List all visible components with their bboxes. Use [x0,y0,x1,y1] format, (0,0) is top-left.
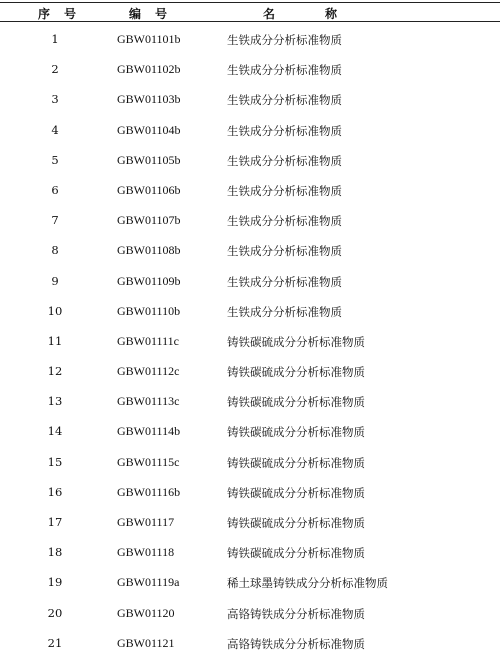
row-code: GBW01116b [117,484,181,499]
table-row [0,24,500,54]
table-row [0,386,500,416]
row-code: GBW01102b [117,62,181,77]
row-serial-number: 14 [47,424,63,439]
table-row [0,326,500,356]
row-serial-number: 18 [47,545,63,560]
row-name: 高铬铸铁成分分析标准物质 [227,636,365,651]
row-serial-number: 4 [51,122,59,137]
row-serial-number: 12 [47,364,63,379]
row-name: 生铁成分分析标准物质 [227,123,342,138]
row-name: 铸铁碳硫成分分析标准物质 [227,485,365,500]
row-code: GBW01108b [117,243,181,258]
row-serial-number: 7 [51,213,59,228]
row-serial-number: 17 [47,515,63,529]
table-row [0,145,500,175]
table-row [0,84,500,114]
row-name: 铸铁碳硫成分分析标准物质 [227,395,365,410]
row-name: 生铁成分分析标准物质 [227,183,342,198]
row-name: 生铁成分分析标准物质 [227,214,342,229]
row-name: 生铁成分分析标准物质 [227,274,342,289]
row-code: GBW01120 [117,605,175,620]
table-row [0,296,500,326]
table-row [0,235,500,265]
row-serial-number: 2 [51,62,59,77]
row-code: GBW01121 [117,635,175,650]
row-name: 生铁成分分析标准物质 [227,33,342,47]
row-serial-number: 5 [51,152,59,167]
row-name: 铸铁碳硫成分分析标准物质 [227,455,365,470]
row-code: GBW01113c [117,394,180,409]
header-code: 编号 [129,7,182,21]
row-code: GBW01107b [117,213,181,228]
row-code: GBW01118 [117,545,175,560]
row-name: 铸铁碳硫成分分析标准物质 [227,516,365,530]
row-name: 稀土球墨铸铁成分分析标准物质 [227,576,388,591]
row-code: GBW01103b [117,92,181,107]
row-serial-number: 15 [47,454,63,469]
row-serial-number: 20 [47,605,63,620]
row-serial-number: 9 [51,273,59,288]
table-row [0,447,500,477]
header-bottom-rule [0,21,500,22]
table-row [0,598,500,628]
row-serial-number: 6 [51,182,59,197]
row-name: 生铁成分分析标准物质 [227,153,342,168]
row-name: 铸铁碳硫成分分析标准物质 [227,425,365,440]
row-serial-number: 3 [51,92,59,107]
row-name: 生铁成分分析标准物质 [227,244,342,259]
row-code: GBW01114b [117,424,181,439]
row-code: GBW01109b [117,273,181,288]
row-serial-number: 11 [47,333,63,348]
table-header [0,3,500,21]
row-serial-number: 19 [47,575,63,590]
row-serial-number: 13 [47,394,63,409]
table-body [0,24,500,658]
row-code: GBW01104b [117,122,181,137]
table-row [0,537,500,567]
table-row [0,115,500,145]
table-row [0,266,500,296]
row-name: 生铁成分分析标准物质 [227,304,342,319]
row-serial-number: 1 [51,32,59,46]
row-name: 生铁成分分析标准物质 [227,63,342,78]
row-name: 铸铁碳硫成分分析标准物质 [227,546,365,561]
table-row [0,477,500,507]
row-serial-number: 8 [51,243,59,258]
table-row [0,567,500,597]
row-code: GBW01111c [117,333,179,348]
row-name: 铸铁碳硫成分分析标准物质 [227,334,365,349]
table-row [0,416,500,446]
table-row [0,205,500,235]
row-code: GBW01119a [117,575,180,590]
table-row [0,356,500,386]
row-code: GBW01106b [117,182,181,197]
table-row [0,175,500,205]
row-code: GBW01105b [117,152,181,167]
row-code: GBW01110b [117,303,181,318]
row-code: GBW01112c [117,364,180,379]
row-serial-number: 10 [47,303,63,318]
row-code: GBW01115c [117,454,180,469]
table-row [0,54,500,84]
row-code: GBW01101b [117,32,181,46]
row-name: 高铬铸铁成分分析标准物质 [227,606,365,621]
table-row [0,628,500,658]
row-code: GBW01117 [117,515,175,529]
header-name: 名称 [263,7,388,21]
row-name: 生铁成分分析标准物质 [227,93,342,108]
row-name: 铸铁碳硫成分分析标准物质 [227,365,365,380]
row-serial-number: 21 [47,635,63,650]
row-serial-number: 16 [47,484,63,499]
table-row [0,507,500,537]
header-serial-number: 序号 [38,7,91,21]
